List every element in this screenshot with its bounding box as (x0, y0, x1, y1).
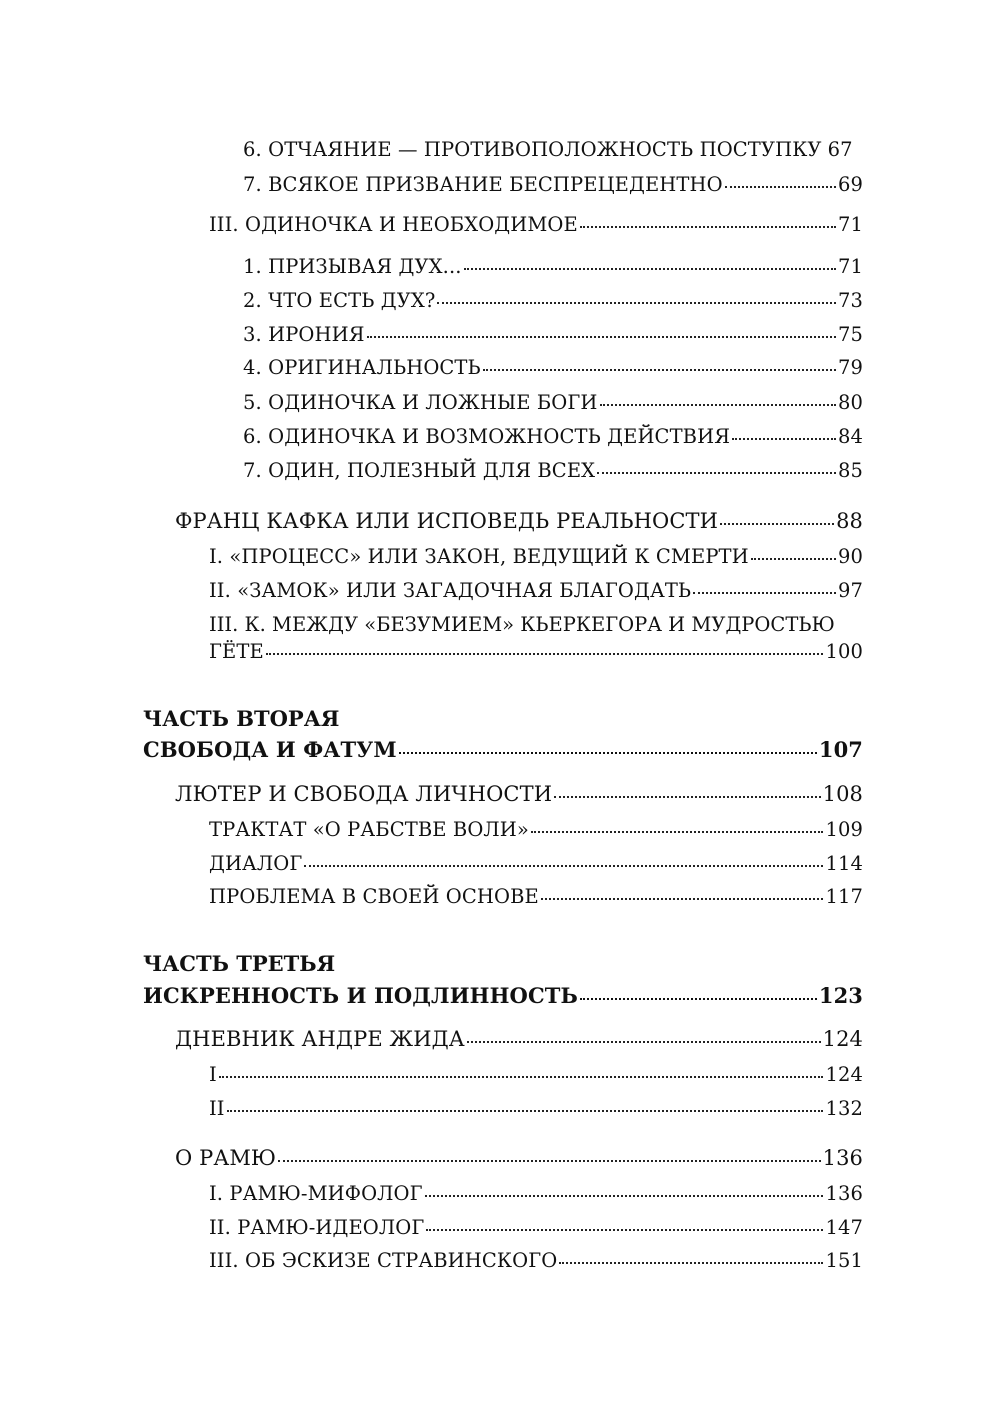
toc-entry[interactable] (209, 545, 863, 568)
toc-entry-label: ТРАКТАТ «О РАБСТВЕ ВОЛИ» (209, 818, 529, 841)
leader-dots (554, 796, 820, 798)
toc-entry-label: ГЁТЕ (209, 640, 264, 663)
toc-entry-label: О РАМЮ (175, 1146, 277, 1170)
leader-dots (541, 898, 824, 900)
toc-entry-page: 88 (836, 509, 863, 533)
leader-dots (693, 592, 836, 594)
toc-entry[interactable] (175, 782, 863, 806)
toc-entry[interactable] (243, 138, 863, 161)
toc-entry-page: 90 (837, 545, 863, 568)
toc-entry-label: II. «ЗАМОК» ИЛИ ЗАГАДОЧНАЯ БЛАГОДАТЬ (209, 579, 692, 602)
toc-entry[interactable] (243, 323, 863, 346)
toc-entry[interactable] (175, 1146, 863, 1170)
leader-dots (483, 369, 836, 371)
toc-entry-label: II (209, 1097, 225, 1120)
toc-entry-label: I. РАМЮ-МИФОЛОГ (209, 1182, 423, 1205)
toc-entry[interactable] (209, 579, 863, 602)
toc-entry-page: 117 (825, 885, 863, 908)
toc-entry[interactable] (243, 173, 863, 196)
leader-dots (227, 1110, 824, 1112)
toc-entry-page: 85 (837, 459, 863, 482)
toc-entry-page: 80 (837, 391, 863, 414)
leader-dots (219, 1076, 824, 1078)
part-title: ЧАСТЬ ТРЕТЬЯ (143, 951, 336, 976)
toc-entry[interactable] (175, 509, 863, 533)
toc-entry-page: 75 (837, 323, 863, 346)
toc-entry-page: 97 (837, 579, 863, 602)
toc-entry-label: 3. ИРОНИЯ (243, 323, 365, 346)
leader-dots (751, 558, 836, 560)
toc-entry-label: ДИАЛОГ (209, 852, 303, 875)
toc-entry-label: ИСКРЕННОСТЬ И ПОДЛИННОСТЬ (143, 983, 578, 1008)
toc-entry[interactable] (143, 983, 863, 1008)
toc-entry-label: III. К. МЕЖДУ «БЕЗУМИЕМ» КЬЕРКЕГОРА И МУДРОСТЬЮ (209, 613, 835, 636)
toc-entry[interactable] (209, 1097, 863, 1120)
toc-entry-page: 67 (827, 138, 853, 161)
toc-entry[interactable] (209, 885, 863, 908)
toc-entry[interactable] (209, 640, 863, 663)
toc-entry-page: 69 (837, 173, 863, 196)
toc-entry-label: III. ОДИНОЧКА И НЕОБХОДИМОЕ (209, 213, 578, 236)
leader-dots (597, 472, 836, 474)
leader-dots (367, 336, 836, 338)
toc-entry-page: 71 (837, 255, 863, 278)
toc-entry[interactable] (143, 737, 863, 762)
toc-entry-page: 79 (837, 356, 863, 379)
leader-dots (437, 302, 836, 304)
toc-entry-label: 7. ОДИН, ПОЛЕЗНЫЙ ДЛЯ ВСЕХ (243, 459, 596, 482)
toc-entry-label: ПРОБЛЕМА В СВОЕЙ ОСНОВЕ (209, 885, 539, 908)
leader-dots (580, 998, 817, 1000)
leader-dots (278, 1160, 821, 1162)
toc-entry-page: 151 (825, 1249, 863, 1272)
toc-entry[interactable] (209, 213, 863, 236)
toc-entry-page: 136 (825, 1182, 863, 1205)
toc-entry-label: ДНЕВНИК АНДРЕ ЖИДА (175, 1027, 465, 1051)
toc-entry-page: 124 (825, 1063, 863, 1086)
toc-entry[interactable] (209, 852, 863, 875)
toc-entry-label: ЛЮТЕР И СВОБОДА ЛИЧНОСТИ (175, 782, 553, 806)
toc-entry-label: 7. ВСЯКОЕ ПРИЗВАНИЕ БЕСПРЕЦЕДЕНТНО (243, 173, 723, 196)
leader-dots (559, 1262, 823, 1264)
toc-entry[interactable] (243, 459, 863, 482)
toc-entry-page: 147 (825, 1216, 863, 1239)
toc-entry[interactable] (243, 255, 863, 278)
toc-entry-label: 4. ОРИГИНАЛЬНОСТЬ (243, 356, 481, 379)
leader-dots (720, 523, 834, 525)
toc-entry-label: ФРАНЦ КАФКА ИЛИ ИСПОВЕДЬ РЕАЛЬНОСТИ (175, 509, 719, 533)
toc-entry-label: 6. ОТЧАЯНИЕ — ПРОТИВОПОЛОЖНОСТЬ ПОСТУПКУ (243, 138, 822, 161)
toc-entry[interactable] (209, 1249, 863, 1272)
toc-entry-page: 132 (825, 1097, 863, 1120)
toc-entry-label: I. «ПРОЦЕСС» ИЛИ ЗАКОН, ВЕДУЩИЙ К СМЕРТИ (209, 545, 749, 568)
toc-entry[interactable] (243, 391, 863, 414)
toc-entry-label: 6. ОДИНОЧКА И ВОЗМОЖНОСТЬ ДЕЙСТВИЯ (243, 425, 731, 448)
toc-entry-page: 123 (818, 983, 863, 1008)
toc-entry-page: 108 (822, 782, 863, 806)
toc-entry[interactable] (209, 1063, 863, 1086)
toc-entry[interactable] (209, 1182, 863, 1205)
toc-entry-page: 71 (837, 213, 863, 236)
toc-entry-label: I (209, 1063, 217, 1086)
leader-dots (600, 404, 836, 406)
toc-entry-label: 5. ОДИНОЧКА И ЛОЖНЫЕ БОГИ (243, 391, 598, 414)
toc-entry-label: СВОБОДА И ФАТУМ (143, 737, 397, 762)
leader-dots (399, 752, 817, 754)
toc-entry-label: II. РАМЮ-ИДЕОЛОГ (209, 1216, 425, 1239)
toc-entry-page: 109 (825, 818, 863, 841)
leader-dots (580, 226, 836, 228)
toc-entry[interactable] (175, 1027, 863, 1051)
toc-entry[interactable] (243, 289, 863, 312)
toc-entry-page: 114 (825, 852, 863, 875)
toc-entry-page: 124 (822, 1027, 863, 1051)
leader-dots (426, 1229, 823, 1231)
leader-dots (304, 865, 823, 867)
leader-dots (266, 653, 824, 655)
toc-entry-label: 2. ЧТО ЕСТЬ ДУХ? (243, 289, 436, 312)
toc-entry-page: 100 (825, 640, 863, 663)
toc-entry-page: 136 (822, 1146, 863, 1170)
leader-dots (464, 268, 836, 270)
leader-dots (531, 831, 824, 833)
leader-dots (732, 438, 836, 440)
toc-entry[interactable] (243, 425, 863, 448)
toc-entry-page: 84 (837, 425, 863, 448)
leader-dots (467, 1041, 821, 1043)
toc-entry-page: 73 (837, 289, 863, 312)
leader-dots (725, 186, 836, 188)
toc-entry[interactable] (209, 818, 863, 841)
toc-entry-label: III. ОБ ЭСКИЗЕ СТРАВИНСКОГО (209, 1249, 558, 1272)
toc-entry-label: 1. ПРИЗЫВАЯ ДУХ... (243, 255, 462, 278)
toc-entry[interactable] (243, 356, 863, 379)
part-title: ЧАСТЬ ВТОРАЯ (143, 706, 340, 731)
leader-dots (425, 1195, 824, 1197)
toc-entry-page: 107 (818, 737, 863, 762)
toc-entry[interactable] (209, 1216, 863, 1239)
